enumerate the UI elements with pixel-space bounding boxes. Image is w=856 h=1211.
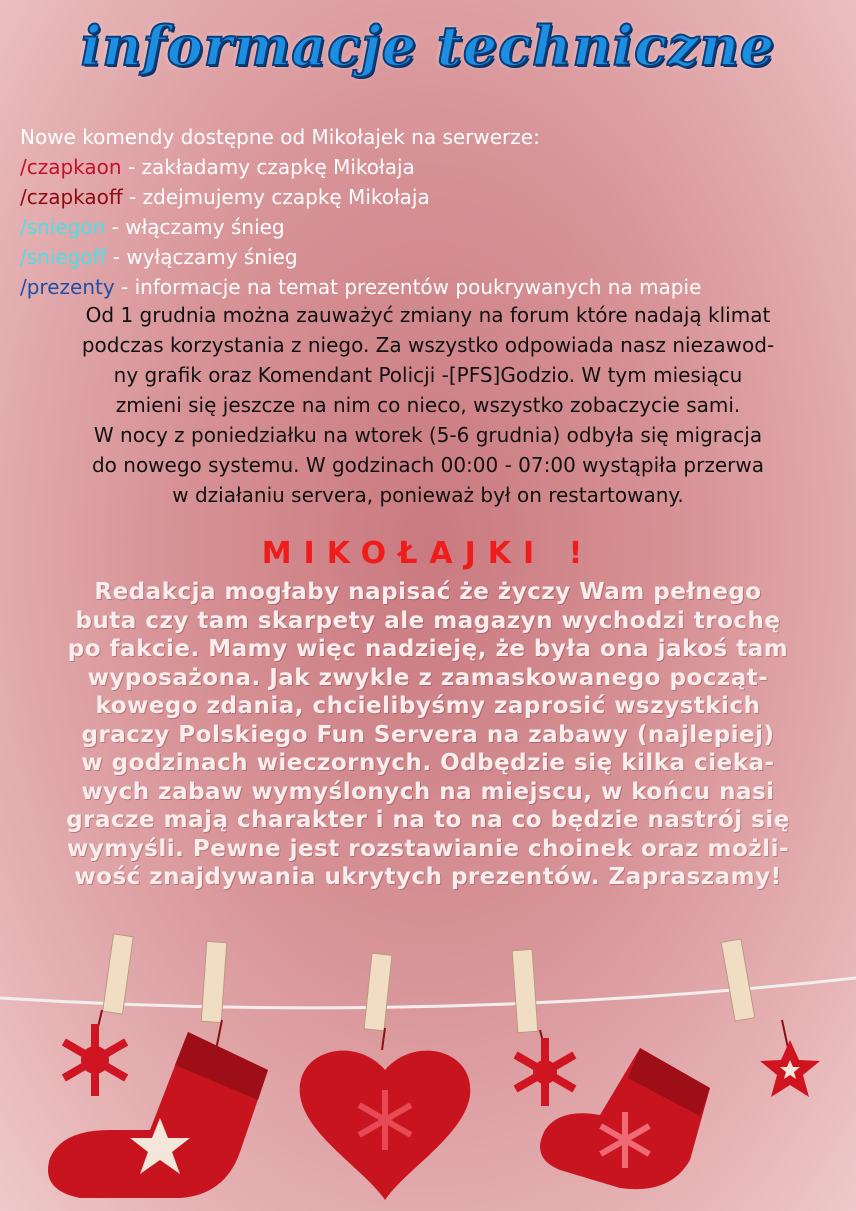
command-czapkaon: /czapkaon — [20, 155, 122, 179]
event-line: wyposażona. Jak zwykle z zamaskowanego począt- — [87, 664, 769, 691]
event-line: kowego zdania, chcielibyśmy zaprosić wszystkich — [95, 693, 761, 719]
notice-line: ny grafik oraz Komendant Policji -[PFS]Godzio. W tym miesiącu — [113, 363, 743, 387]
snowflake-icon — [62, 1024, 128, 1096]
command-czapkaoff: /czapkaoff — [20, 185, 123, 209]
snowflake-icon — [514, 1038, 577, 1106]
string-line — [0, 978, 856, 1008]
command-sniegon: /sniegon — [20, 215, 106, 239]
command-desc: - włączamy śnieg — [105, 215, 285, 239]
page-title: informacje techniczne — [80, 14, 776, 78]
clothespin-icon — [103, 934, 755, 1033]
command-desc: - zdejmujemy czapkę Mikołaja — [122, 185, 430, 209]
event-line: graczy Polskiego Fun Servera na zabawy (najlepiej) — [81, 721, 775, 748]
commands-intro: Nowe komendy dostępne od Mikołajek na serwerze: — [20, 125, 540, 149]
notice-line: w działaniu servera, ponieważ był on restartowany. — [172, 483, 684, 507]
event-line: po fakcie. Mamy więc nadzieję, że była ona jakoś tam — [67, 636, 789, 662]
command-row — [20, 182, 840, 212]
event-line: w godzinach wieczornych. Odbędzie się kilka cieka- — [81, 750, 775, 776]
event-line: wość znajdywania ukrytych prezentów. Zapraszamy! — [74, 864, 782, 890]
stocking-icon — [48, 1032, 268, 1198]
command-row — [20, 152, 840, 182]
commands-section — [20, 122, 840, 302]
command-desc: - zakładamy czapkę Mikołaja — [121, 155, 415, 179]
command-prezenty: /prezenty — [20, 275, 115, 299]
command-desc: - wyłączamy śnieg — [106, 245, 298, 269]
event-title: MIKOŁAJKI ! — [261, 536, 595, 571]
event-paragraph — [28, 578, 828, 892]
command-desc: - informacje na temat prezentów poukrywanych na mapie — [114, 275, 702, 299]
event-line: wymyśli. Pewne jest rozstawianie choinek oraz możli- — [66, 835, 789, 862]
command-sniegoff: /sniegoff — [20, 245, 107, 269]
command-row — [20, 212, 840, 242]
christmas-decoration — [0, 920, 856, 1211]
notice-line: zmieni się jeszcze na nim co nieco, wszystko zobaczycie sami. — [115, 393, 741, 417]
event-line: wych zabaw wymyślonych na miejscu, w końcu nasi — [81, 778, 775, 805]
stocking-icon — [540, 1048, 710, 1189]
heart-icon — [300, 1051, 471, 1200]
notice-paragraph — [14, 300, 842, 510]
notice-line: do nowego systemu. W godzinach 00:00 - 07:00 wystąpiła przerwa — [91, 453, 764, 477]
notice-line: podczas korzystania z niego. Za wszystko odpowiada nasz niezawod- — [81, 333, 775, 357]
notice-line: Od 1 grudnia można zauważyć zmiany na forum które nadają klimat — [85, 303, 771, 327]
command-row — [20, 242, 840, 272]
event-line: Redakcja mogłaby napisać że życzy Wam pełnego — [94, 579, 762, 605]
event-line: gracze mają charakter i na to na co będzie nastrój się — [66, 807, 790, 833]
event-line: buta czy tam skarpety ale magazyn wychodzi trochę — [75, 607, 781, 634]
star-icon — [760, 1040, 820, 1097]
notice-line: W nocy z poniedziałku na wtorek (5-6 grudnia) odbyła się migracja — [93, 423, 763, 447]
command-row — [20, 272, 840, 302]
